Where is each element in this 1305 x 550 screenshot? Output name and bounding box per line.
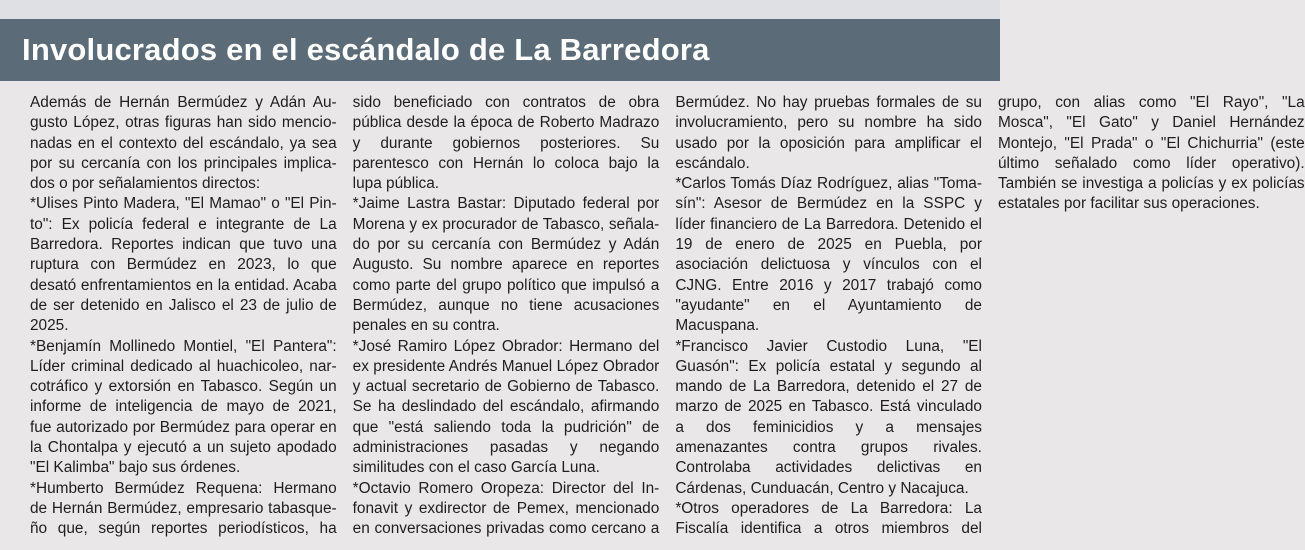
paragraph-jaime-lastra: *Jaime Lastra Bastar: Diputado federal por Morena y ex procurador de Tabasco, señalado por su cercanía con Bermúdez y Adán Augusto. Su nombre aparece en reportes como parte del grupo político que impulsó a Bermúdez, aunque no tiene acusaciones penales en su contra. bbox=[352, 195, 660, 335]
article-body bbox=[30, 93, 1305, 543]
top-band bbox=[0, 0, 1000, 19]
headline-bar bbox=[0, 19, 1000, 81]
paragraph-francisco-custodio: *Francisco Javier Custodio Luna, "El Guasón": Ex policía estatal y segundo al mando de La Barredora, detenido el 27 de marzo de 2025 en Tabasco. Está vinculado a dos feminicidios y a mensajes amenazantes contra grupos rivales. Controlaba actividades delictivas en Cárdenas, Cunduacán, Centro y Nacajuca. bbox=[675, 337, 982, 497]
paragraph-humberto-bermudez: *Humberto Bermúdez Requena: Hermano de Hernán Bermúdez, empresario tabasqueño que, según reportes periodísticos, ha sido beneficiado con contratos de obra pública desde la época de Roberto Madrazo y durante gobiernos posteriores. Su parentesco con Hernán lo coloca bajo la lupa pública. bbox=[30, 94, 660, 538]
paragraph-otros-operadores: *Otros operadores de La Barredora: La Fiscalía identifica a otros miembros del grupo, con alias como "El Rayo", "La Mosca", "El Gato" y Daniel Hernández Montejo, "El Prada" o "El Chichurria" (este último señalado como líder operativo). También se investiga a policías y ex policías estatales por facilitar sus operaciones. bbox=[675, 94, 1305, 538]
paragraph-carlos-diaz: *Carlos Tomás Díaz Rodríguez, alias "Tomasín": Asesor de Bermúdez en la SSPC y líder financiero de La Barredora. Detenido el 19 de enero de 2025 en Puebla, por asociación delictuosa y vínculos con el CJNG. Entre 2016 y 2017 trabajó como "ayudante" en el Ayuntamiento de Macuspana. bbox=[675, 175, 982, 335]
paragraph-ulises-pinto: *Ulises Pinto Madera, "El Mamao" o "El Pinto": Ex policía federal e integrante de La Barredora. Reportes indican que tuvo una ruptura con Bermúdez en 2023, lo que desató enfrentamientos en la entidad. Acaba de ser detenido en Jalisco el 23 de julio de 2025. bbox=[30, 195, 337, 335]
paragraph-intro: Además de Hernán Bermúdez y Adán Augusto López, otras figuras han sido mencionadas en el contexto del escándalo, ya sea por su cercanía con los principales implicados o por señalamientos directos: bbox=[30, 94, 337, 193]
paragraph-octavio-romero: *Octavio Romero Oropeza: Director del Infonavit y exdirector de Pemex, mencionado en conversaciones privadas como cercano a Bermúdez. No hay pruebas formales de su involucramiento, pero su nombre ha sido usado por la oposición para amplificar el escándalo. bbox=[352, 94, 982, 538]
headline: Involucrados en el escándalo de La Barredora bbox=[22, 32, 710, 67]
paragraph-benjamin-mollinedo: *Benjamín Mollinedo Montiel, "El Pantera": Líder criminal dedicado al huachicoleo, narcotráfico y extorsión en Tabasco. Según un informe de inteligencia de mayo de 2021, fue autorizado por Bermúdez para operar en la Chontalpa y ejecutó a un sujeto apodado "El Kalimba" bajo sus órdenes. bbox=[30, 337, 337, 477]
paragraph-jose-ramiro: *José Ramiro López Obrador: Hermano del ex presidente Andrés Manuel López Obrador y actual secretario de Gobierno de Tabasco. Se ha deslindado del escándalo, afirmando que "está saliendo toda la pudrición" de administraciones pasadas y negando similitudes con el caso García Luna. bbox=[352, 337, 660, 477]
